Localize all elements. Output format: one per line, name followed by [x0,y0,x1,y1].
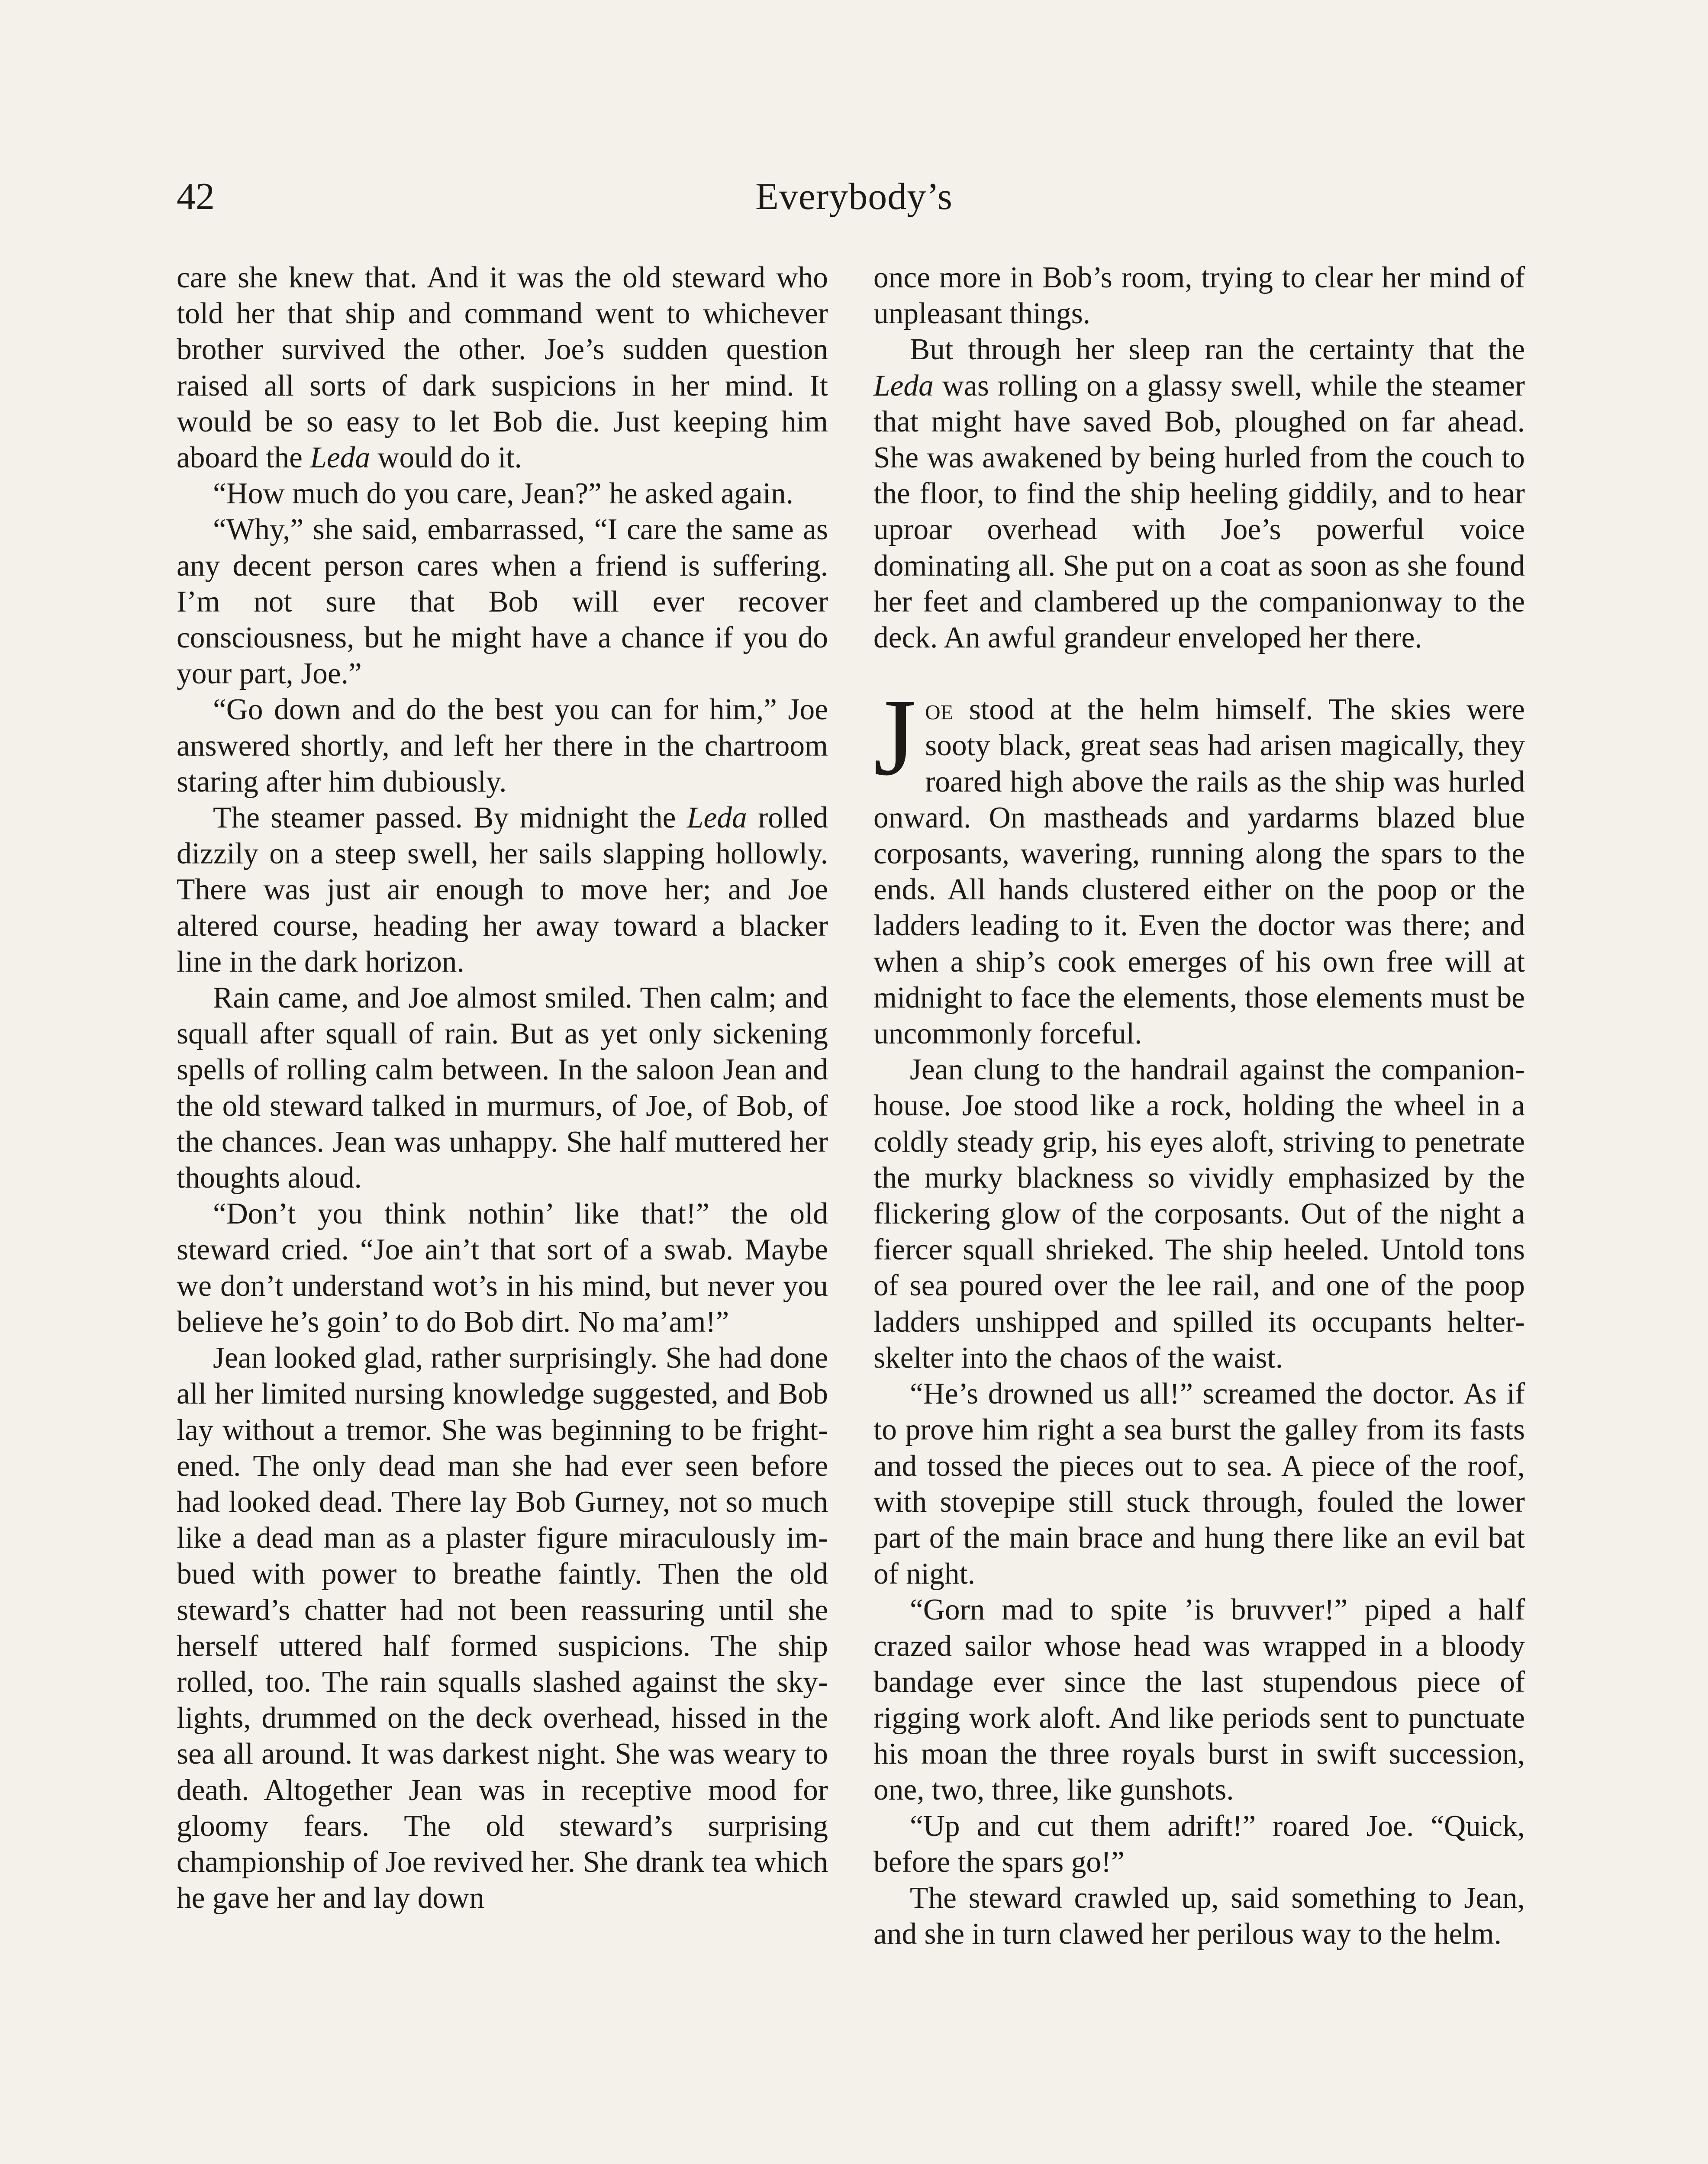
paragraph: “Gorn mad to spite ’is bruvver!” piped a half crazed sailor whose head was wrapped in a bloody bandage ever since the last stupendous piece of rigging work aloft. And like periods sent to punctuate his moan the three royals burst in swift succession, one, two, three, like gunshots. [873,1593,1525,1807]
paragraph: Jean clung to the handrail against the companion-house. Joe stood like a rock, holding the wheel in a coldly steady grip, his eyes aloft, striving to penetrate the murky blackness so vividly emphasized by the flickering glow of the corposants. Out of the night a fiercer squall shrieked. The ship heeled. Untold tons of sea poured over the lee rail, and one of the poop ladders unshipped and spilled its occupants helter-skelter into the chaos of the waist. [873,1053,1525,1375]
section-first-paragraph-text: stood at the helm himself. The skies were sooty black, great seas had arisen magically, they roared high above the rails as the ship was hurled onward. On mastheads and yardarms blazed blue corposants, wavering, running along the spars to the ends. All hands clustered either on the poop or the ladders leading to it. Even the doctor was there; and when a ship’s cook emerges of his own free will at midnight to face the elements, those elements must be uncommonly forceful. [873,693,1525,1051]
paragraph: Jean looked glad, rather surprisingly. She had done all her limited nursing knowledge suggested, and Bob lay without a tremor. She was beginning to be frightened. The only dead man she had ever seen before had looked dead. There lay Bob Gurney, not so much like a dead man as a plaster figure miraculously imbued with power to breathe faintly. Then the old steward’s chatter had not been reassuring until she herself uttered half formed suspicions. The ship rolled, too. The rain squalls slashed against the skylights, drummed on the deck overhead, hissed in the sea all around. It was darkest night. She was weary to death. Altogether Jean was in receptive mood for gloomy fears. The old steward’s surprising championship of Joe revived her. She drank tea which he gave her and lay down [177,1341,828,1915]
paragraph: once more in Bob’s room, trying to clear her mind of unpleasant things. [873,261,1525,331]
right-column [873,260,1525,1952]
paragraph: “Don’t you think nothin’ like that!” the old steward cried. “Joe ain’t that sort of a swab. Maybe we don’t understand wot’s in his mind, but never you believe he’s goin’ to do Bob dirt. No ma’am!” [177,1197,828,1339]
page-number: 42 [177,176,215,218]
ship-name: Leda [686,801,747,835]
paragraph: care she knew that. And it was the old steward who told her that ship and command went to whichever brother survived the other. Joe’s sudden question raised all sorts of dark suspicions in her mind. It would be so easy to let Bob die. Just keeping him aboard the Leda would do it. [177,261,828,475]
paragraph: “Why,” she said, embarrassed, “I care the same as any decent person cares when a friend is suffering. I’m not sure that Bob will ever recover consciousness, but he might have a chance if you do your part, Joe.” [177,513,828,691]
paragraph: The steward crawled up, said something to Jean, and she in turn clawed her perilous way to the helm. [873,1881,1525,1951]
left-column [177,260,828,1916]
running-title: Everybody’s [755,176,953,218]
paragraph: “He’s drowned us all!” screamed the doctor. As if to prove him right a sea burst the galley from its fasts and tossed the pieces out to sea. A piece of the roof, with stovepipe still stuck through, fouled the lower part of the main brace and hung there like an evil bat of night. [873,1377,1525,1591]
paragraph: “Go down and do the best you can for him,” Joe answered shortly, and left her there in the chartroom staring after him dubiously. [177,693,828,799]
paragraph: “Up and cut them adrift!” roared Joe. “Quick, before the spars go!” [873,1809,1525,1879]
small-caps-lead: oe [925,693,954,727]
ship-name: Leda [310,441,371,475]
paragraph: But through her sleep ran the certainty that the Leda was rolling on a glassy swell, while the steamer that might have saved Bob, ploughed on far ahead. She was awakened by being hurled from the couch to the floor, to find the ship heeling giddily, and to hear uproar overhead with Joe’s powerful voice dominating all. She put on a coat as soon as she found her feet and clambered up the companionway to the deck. An awful grandeur enveloped her there. [873,333,1525,655]
ship-name: Leda [873,369,934,403]
paragraph: Rain came, and Joe almost smiled. Then calm; and squall after squall of rain. But as yet only sickening spells of rolling calm between. In the saloon Jean and the old steward talked in murmurs, of Joe, of Bob, of the chances. Jean was unhappy. She half muttered her thoughts aloud. [177,981,828,1195]
paragraph: The steamer passed. By midnight the Leda rolled dizzily on a steep swell, her sails slapping hollowly. There was just air enough to move her; and Joe altered course, heading her away toward a blacker line in the dark horizon. [177,801,828,979]
section-opening-paragraph [873,676,1525,1052]
paragraph: “How much do you care, Jean?” he asked again. [213,477,793,511]
drop-cap: J [873,676,917,799]
page-header [177,169,1531,225]
